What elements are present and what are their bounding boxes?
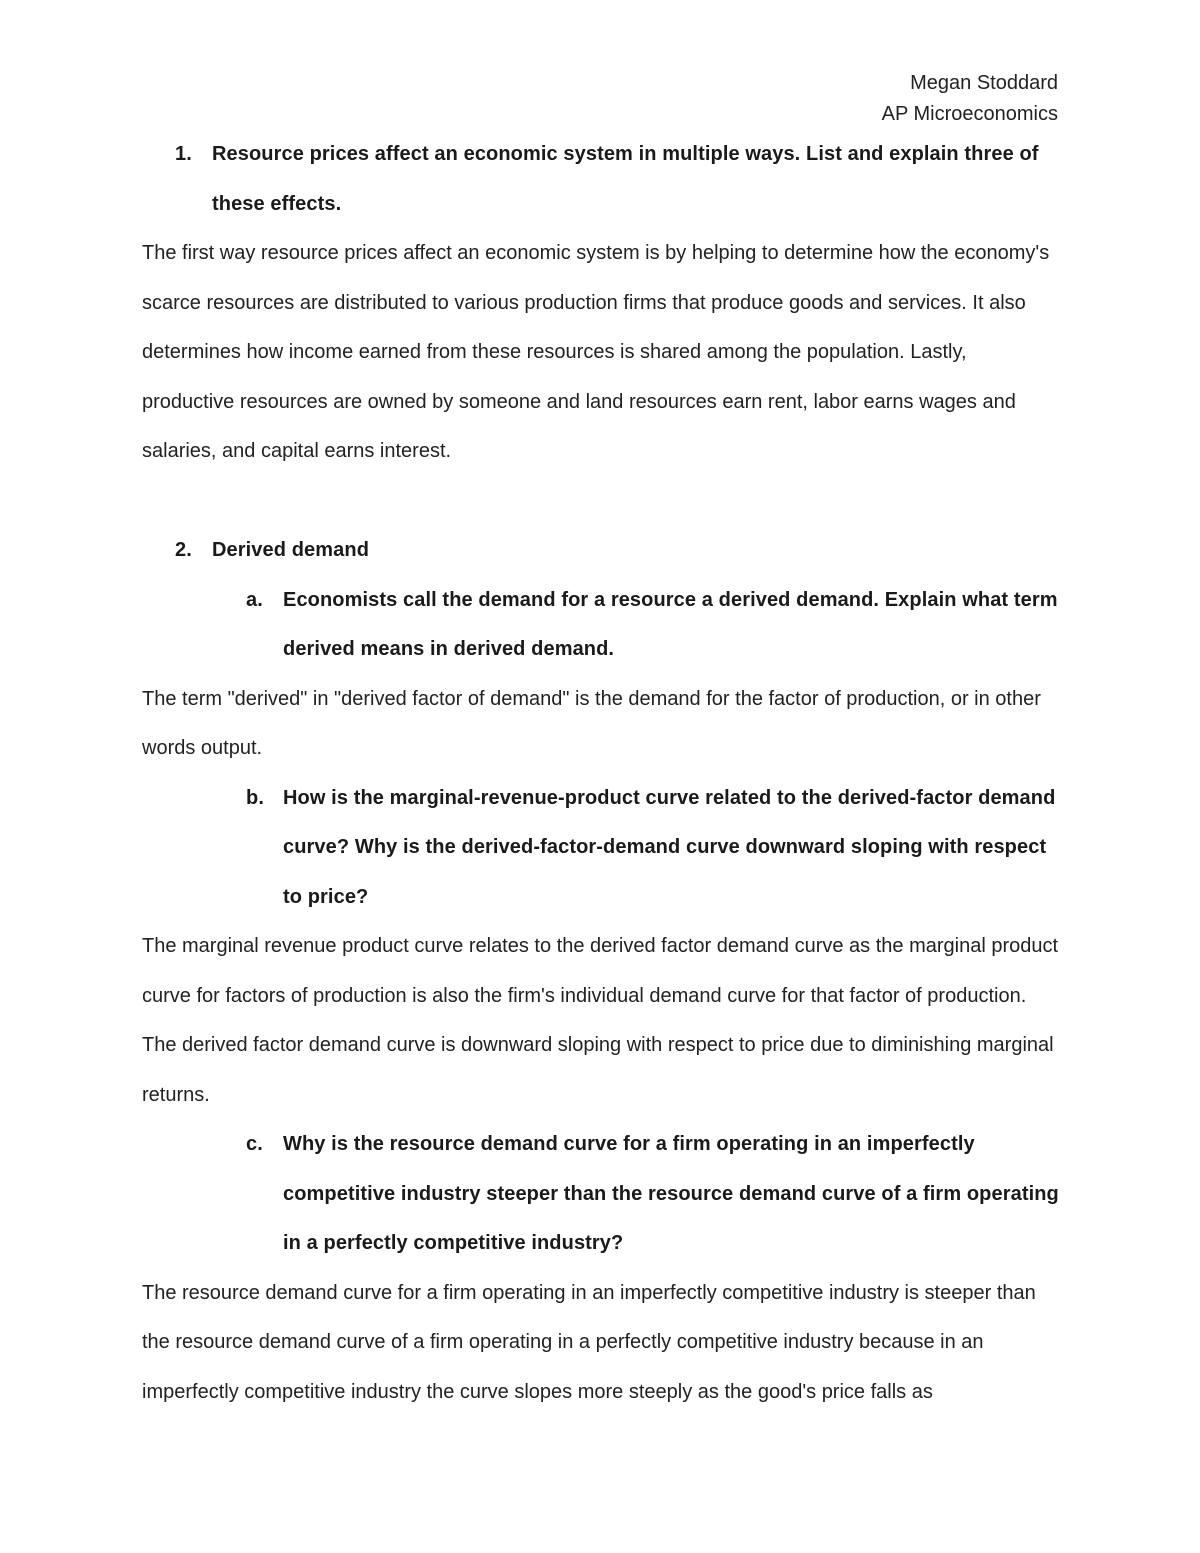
question-1 xyxy=(142,130,1062,229)
question-2-title: Derived demand xyxy=(212,539,370,561)
answer-1: The first way resource prices affect an economic system is by helping to determine how the economy's scarce resources are distributed to various production firms that produce goods and services. It also determines how income earned from these resources is shared among the population. Lastly, productive resources are owned by someone and land resources earn rent, labor earns wages and salaries, and capital earns interest. xyxy=(142,242,1050,462)
answer-2c: The resource demand curve for a firm operating in an imperfectly competitive industry is steeper than the resource demand curve of a firm operating in a perfectly competitive industry because in an imperfectly competitive industry the curve slopes more steeply as the good's price falls as xyxy=(142,1281,1036,1403)
author-name: Megan Stoddard xyxy=(910,72,1058,94)
answer-2a: The term "derived" in "derived factor of demand" is the demand for the factor of production, or in other words output. xyxy=(142,687,1041,759)
question-2b xyxy=(142,774,1062,923)
document-body xyxy=(142,130,1062,1417)
answer-2b: The marginal revenue product curve relates to the derived factor demand curve as the marginal product curve for factors of production is also the firm's individual demand curve for that factor of production. The derived factor demand curve is downward sloping with respect to price due to diminishing marginal returns. xyxy=(142,935,1059,1106)
question-2a xyxy=(142,576,1062,675)
document-header xyxy=(882,68,1058,130)
question-2c-label: c. xyxy=(246,1133,263,1155)
question-1-text: Resource prices affect an economic system in multiple ways. List and explain three of these effects. xyxy=(212,143,1039,215)
question-2c-text: Why is the resource demand curve for a firm operating in an imperfectly competitive industry steeper than the resource demand curve of a firm operating in a perfectly competitive industry? xyxy=(283,1133,1059,1254)
course-name: AP Microeconomics xyxy=(881,103,1058,125)
section-spacer xyxy=(142,477,1062,527)
question-2-number: 2. xyxy=(175,539,192,561)
question-2a-text: Economists call the demand for a resource a derived demand. Explain what term derived means in derived demand. xyxy=(283,588,1058,660)
question-2 xyxy=(142,526,1062,576)
question-2b-text: How is the marginal-revenue-product curve related to the derived-factor demand curve? Why is the derived-factor-demand curve downward sloping with respect to price? xyxy=(283,786,1056,908)
question-2c xyxy=(142,1120,1062,1269)
question-2b-label: b. xyxy=(246,786,264,809)
question-2a-label: a. xyxy=(246,588,263,611)
question-1-number: 1. xyxy=(175,143,192,165)
